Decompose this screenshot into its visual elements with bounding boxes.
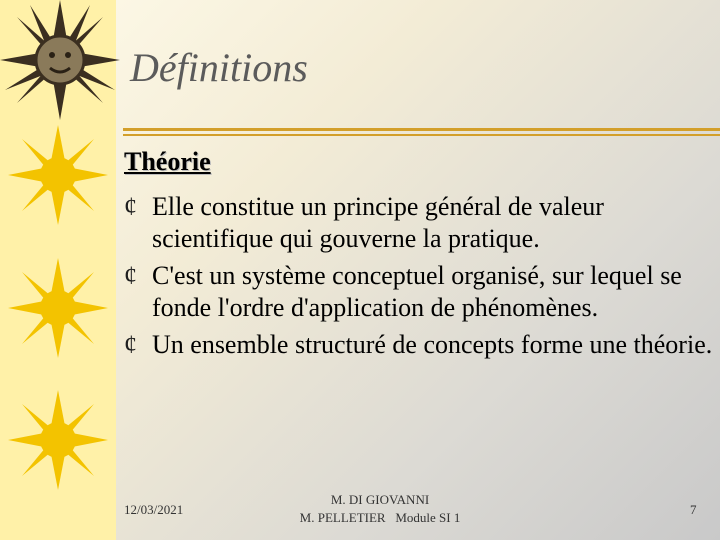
bullet-item <box>124 260 714 324</box>
footer-author-line-2: M. PELLETIER Module SI 1 <box>299 510 461 525</box>
sun-icon <box>8 390 108 490</box>
sun-icon <box>8 125 108 225</box>
footer-page-number: 7 <box>690 502 697 517</box>
bullet-icon: ¢ <box>124 192 137 221</box>
slide-title: Définitions <box>130 45 308 90</box>
bullet-icon: ¢ <box>124 261 137 290</box>
sun-icon <box>8 258 108 358</box>
bullet-item <box>124 191 714 255</box>
footer-author <box>250 491 510 527</box>
bullet-icon: ¢ <box>124 330 137 359</box>
sun-face-icon <box>0 0 120 120</box>
footer-author-line-1: M. DI GIOVANNI <box>330 492 430 507</box>
bullet-item <box>124 329 714 361</box>
bullet-list <box>124 191 714 366</box>
bullet-text: C'est un système conceptuel organisé, sur lequel se fonde l'ordre d'application de phénomènes. <box>152 261 682 322</box>
title-divider-secondary <box>123 134 720 136</box>
title-divider <box>123 128 720 131</box>
section-heading: Théorie <box>124 147 211 176</box>
footer-date: 12/03/2021 <box>124 502 184 517</box>
bullet-text: Un ensemble structuré de concepts forme une théorie. <box>152 330 713 359</box>
bullet-text: Elle constitue un principe général de valeur scientifique qui gouverne la pratique. <box>152 192 604 253</box>
